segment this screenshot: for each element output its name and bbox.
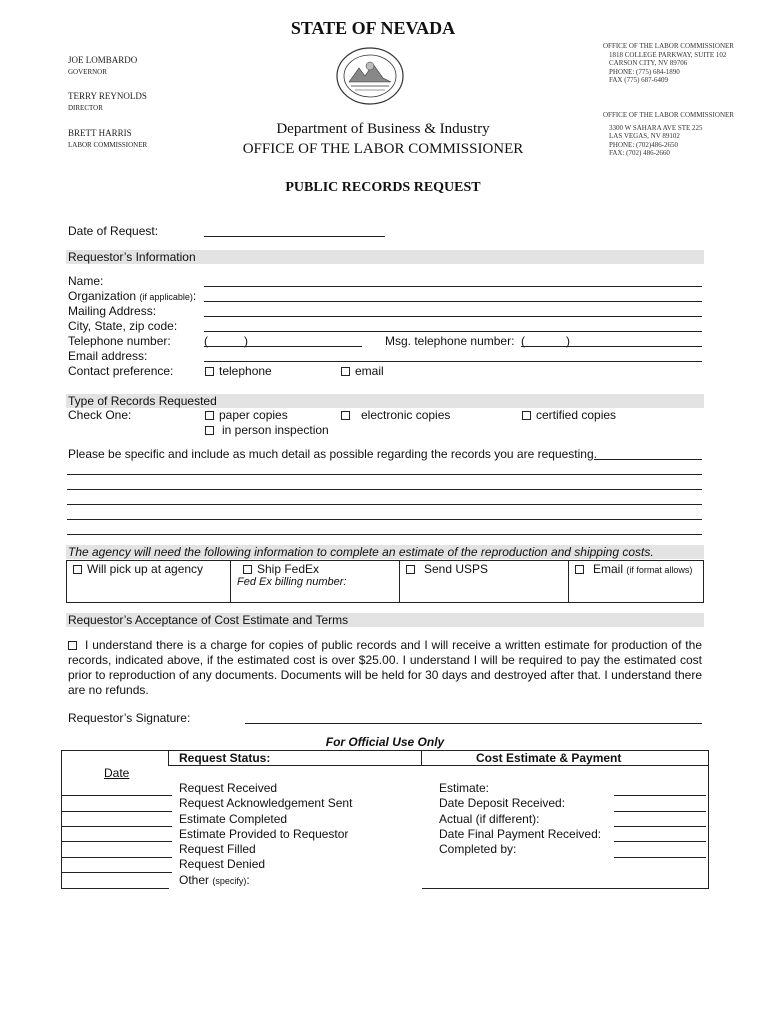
records-description-line[interactable] (67, 474, 702, 475)
status-item-other (179, 873, 352, 889)
address-line: CARSON CITY, NV 89706 (609, 59, 688, 67)
status-item: Request Acknowledgement Sent (179, 796, 353, 811)
cost-list (439, 781, 601, 857)
cost-line[interactable] (614, 795, 706, 796)
status-item: Request Denied (179, 857, 266, 872)
address-line: FAX: (702) 486-2660 (609, 149, 670, 157)
official-title: DIRECTOR (68, 104, 103, 112)
address-line: 3300 W SAHARA AVE STE 225 (609, 123, 703, 132)
option-label: in person inspection (222, 423, 329, 437)
date-line[interactable] (62, 795, 172, 796)
acceptance-checkbox[interactable] (68, 641, 77, 650)
checkbox[interactable] (73, 565, 82, 574)
option-label: paper copies (219, 408, 288, 422)
cost-line[interactable] (614, 826, 706, 827)
usps-label: Send USPS (424, 562, 489, 576)
department-name: Department of Business & Industry (276, 121, 490, 137)
acceptance-heading (66, 613, 704, 627)
telephone-paren-open: ( (204, 334, 208, 348)
date-column (62, 766, 169, 889)
checkbox[interactable] (205, 411, 214, 420)
checkbox[interactable] (575, 565, 584, 574)
msg-paren-open: ( (521, 334, 525, 348)
address-line: PHONE: (775) 684-1890 (609, 67, 680, 76)
date-column-heading: Date (104, 766, 130, 780)
official-name: BRETT HARRIS (68, 128, 132, 138)
official-name: JOE LOMBARDO (68, 55, 138, 65)
cost-line[interactable] (614, 857, 706, 858)
in-person-inspection-option[interactable] (205, 423, 329, 438)
electronic-copies-option[interactable] (341, 408, 450, 423)
checkbox[interactable] (341, 367, 350, 376)
date-line[interactable] (62, 811, 172, 812)
cost-heading: Cost Estimate & Payment (476, 751, 622, 765)
office-name: OFFICE OF THE LABOR COMMISSIONER (242, 141, 524, 157)
name-label: Name: (68, 274, 104, 288)
msg-telephone-label: Msg. telephone number: (385, 334, 515, 348)
address-line: OFFICE OF THE LABOR COMMISSIONER (603, 42, 734, 50)
option-label: certified copies (536, 408, 617, 422)
date-of-request-label: Date of Request: (68, 224, 159, 238)
cost-line[interactable] (614, 841, 706, 842)
status-heading: Request Status: (179, 751, 271, 765)
date-line[interactable] (62, 857, 172, 858)
cost-item: Date Deposit Received: (439, 796, 566, 811)
option-label: telephone (219, 364, 272, 378)
date-line[interactable] (62, 826, 172, 827)
organization-field[interactable] (204, 301, 702, 302)
fedex-cell[interactable] (231, 561, 400, 603)
official-use-heading: For Official Use Only (325, 735, 445, 749)
state-title: STATE OF NEVADA (290, 18, 456, 38)
specific-detail-instruction: Please be specific and include as much detail as possible regarding the records you are requesting. (68, 447, 597, 461)
type-of-records-heading (66, 394, 704, 408)
email-delivery-cell[interactable] (569, 561, 704, 603)
msg-telephone-field[interactable] (521, 346, 702, 347)
contact-email-option[interactable] (341, 364, 384, 379)
organization-label (68, 289, 196, 305)
address-line: LAS VEGAS, NV 89102 (609, 132, 680, 140)
address-line: OFFICE OF THE LABOR COMMISSIONER (603, 111, 734, 119)
mailing-address-label: Mailing Address: (68, 304, 157, 318)
checkbox[interactable] (406, 565, 415, 574)
state-seal-icon (335, 46, 405, 106)
official-name: TERRY REYNOLDS (68, 91, 147, 101)
contact-telephone-option[interactable] (205, 364, 272, 379)
paper-copies-option[interactable] (205, 408, 288, 423)
other-colon: : (246, 872, 250, 887)
pickup-label: Will pick up at agency (87, 562, 204, 576)
msg-paren-close: ) (566, 334, 570, 348)
checkbox[interactable] (522, 411, 531, 420)
date-line[interactable] (62, 872, 172, 873)
email-delivery-label: Email (593, 562, 624, 576)
telephone-field[interactable] (204, 346, 362, 347)
cost-item: Date Final Payment Received: (439, 826, 602, 841)
org-colon: : (192, 289, 197, 303)
fedex-label: Ship FedEx (257, 562, 320, 576)
checkbox[interactable] (341, 411, 350, 420)
records-description-line[interactable] (67, 489, 702, 490)
mailing-address-field[interactable] (204, 316, 702, 317)
official-use-table (61, 750, 709, 889)
official-director (68, 91, 228, 112)
date-header-cell (62, 751, 169, 766)
email-delivery-note: (if format allows) (626, 565, 693, 575)
status-item: Request Received (179, 781, 278, 795)
status-item: Estimate Completed (179, 811, 288, 826)
city-state-zip-label: City, State, zip code: (68, 319, 178, 333)
section-heading-text: Requestor’s Acceptance of Cost Estimate and Terms (68, 613, 349, 627)
checkbox[interactable] (205, 426, 214, 435)
records-description-line[interactable] (67, 519, 702, 520)
status-list (179, 781, 352, 889)
records-description-line[interactable] (594, 459, 702, 460)
date-line[interactable] (62, 841, 172, 842)
form-title: PUBLIC RECORDS REQUEST (285, 180, 481, 195)
check-one-label: Check One: (68, 408, 132, 422)
certified-copies-option[interactable] (522, 408, 616, 423)
option-label: electronic copies (361, 408, 451, 422)
telephone-label: Telephone number: (68, 334, 171, 348)
telephone-paren-close: ) (244, 334, 248, 348)
official-title: LABOR COMMISSIONER (68, 141, 148, 149)
other-note: (specify) (212, 875, 247, 886)
acceptance-terms (68, 638, 702, 698)
date-of-request-field[interactable] (204, 236, 385, 237)
section-heading-text: Requestor’s Information (68, 250, 196, 264)
option-label: email (355, 364, 384, 378)
cost-item: Actual (if different): (439, 811, 540, 826)
name-field[interactable] (204, 286, 702, 287)
address-line: 1818 COLLEGE PARKWAY, SUITE 102 (609, 50, 727, 59)
address-line: FAX (775) 687-6409 (609, 76, 668, 84)
acceptance-text: I understand there is a charge for copies of public records and I will receive a written estimate for production of the records, indicated above, if the estimated cost is over $25.00. I understand I will be required to pay the estimated cost prior to reproduction of any documents. Documents will be held for 30 days and destroyed after that. I understand there are no refunds. (68, 638, 702, 697)
city-state-zip-field[interactable] (204, 331, 702, 332)
status-item: Request Filled (179, 842, 256, 857)
requestor-info-heading (66, 250, 704, 264)
official-title: GOVERNOR (68, 68, 107, 76)
status-item: Estimate Provided to Requestor (179, 826, 349, 841)
signature-label: Requestor’s Signature: (68, 711, 191, 725)
other-label: Other (179, 872, 210, 887)
checkbox[interactable] (205, 367, 214, 376)
checkbox[interactable] (243, 565, 252, 574)
contact-preference-label: Contact preference: (68, 364, 174, 378)
north-office-address (603, 42, 763, 85)
org-note: (if applicable) (139, 292, 193, 302)
records-description-line[interactable] (67, 504, 702, 505)
section-heading-text: Type of Records Requested (68, 394, 217, 408)
agency-estimate-note (66, 545, 704, 559)
org-label-text: Organization (68, 289, 137, 303)
records-description-line[interactable] (67, 534, 702, 535)
address-line: PHONE: (702)486-2650 (609, 140, 679, 149)
email-address-label: Email address: (68, 349, 148, 363)
pickup-cell[interactable] (67, 561, 231, 603)
agency-note-text: The agency will need the following information to complete an estimate of the reproduction and shipping costs. (68, 545, 654, 559)
fedex-billing-label: Fed Ex billing number: (237, 576, 347, 588)
shipping-options-table (66, 560, 704, 603)
status-header-cell (169, 751, 422, 766)
signature-field[interactable] (245, 723, 702, 724)
email-address-field[interactable] (204, 361, 702, 362)
cost-item: Estimate: (439, 781, 490, 795)
cost-header-cell (422, 751, 709, 766)
usps-cell[interactable] (400, 561, 569, 603)
cost-line[interactable] (614, 811, 706, 812)
cost-item: Completed by: (439, 842, 517, 857)
official-governor (68, 55, 228, 76)
